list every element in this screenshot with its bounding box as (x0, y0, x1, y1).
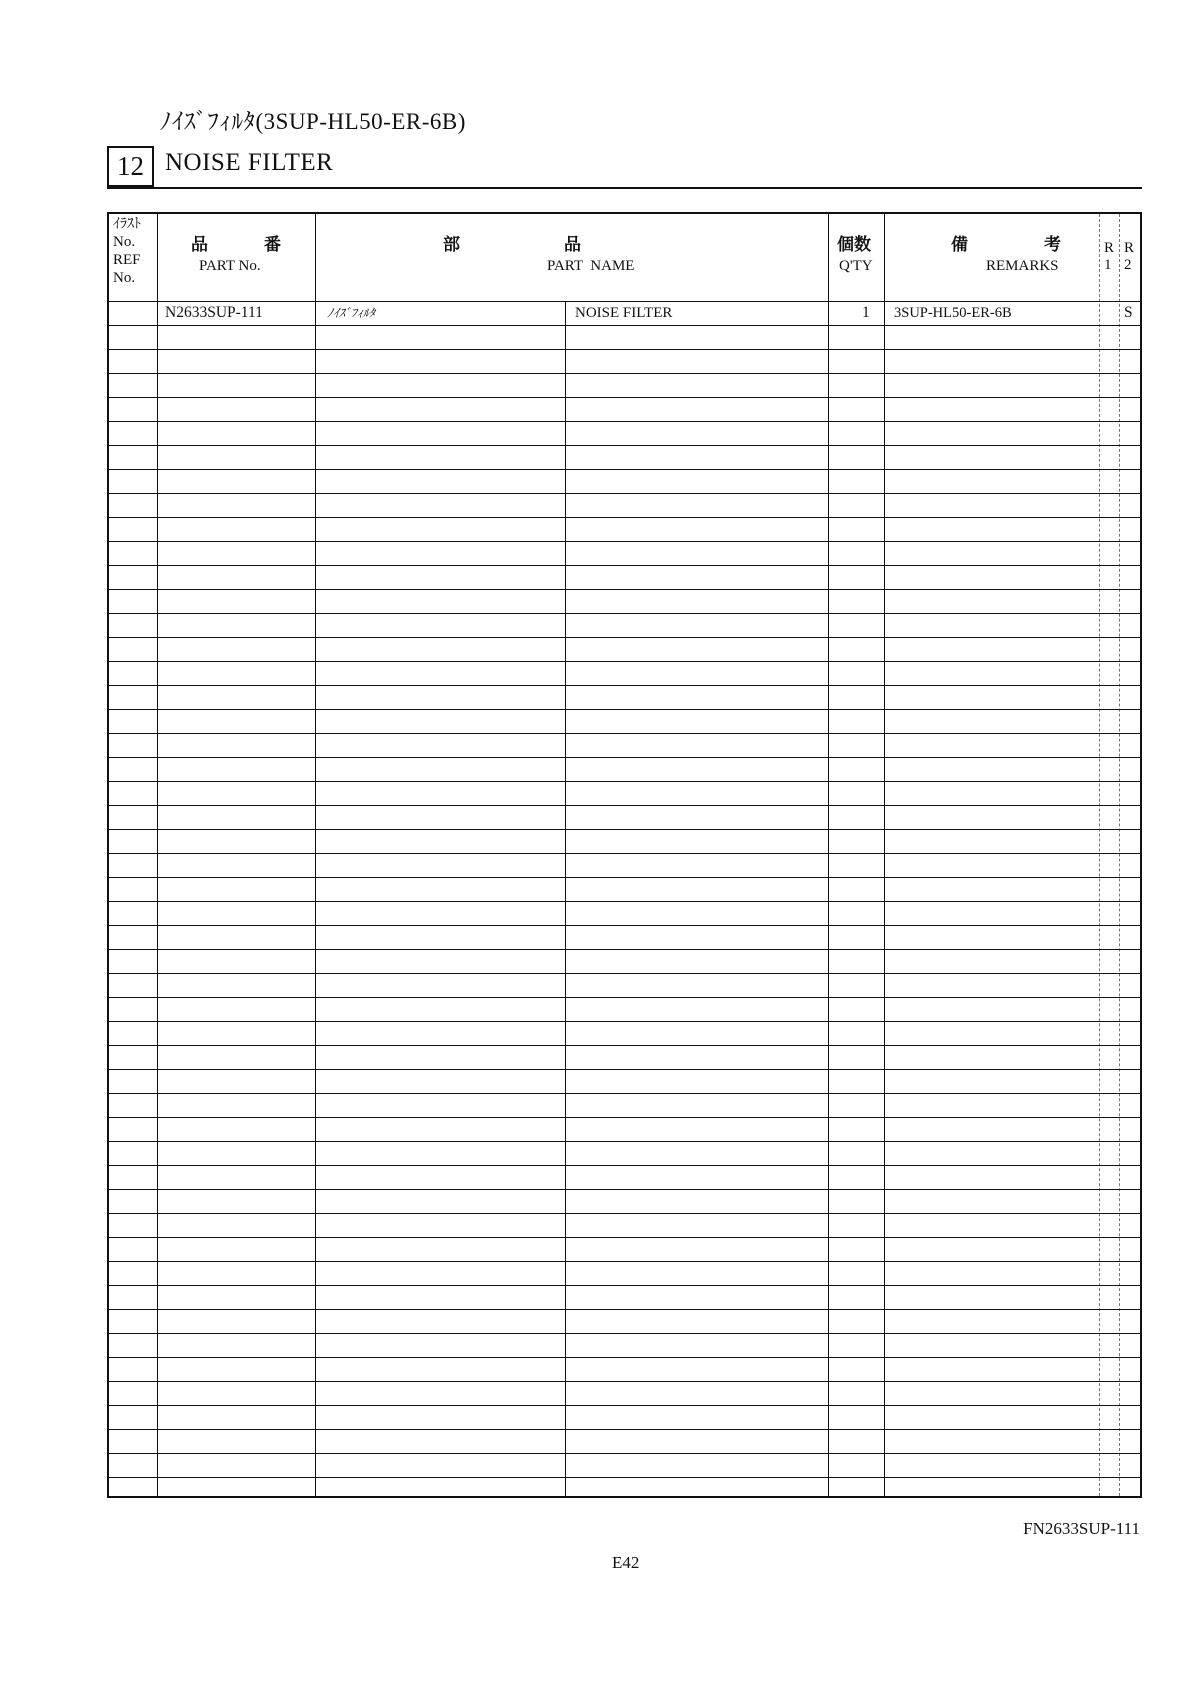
row-rule (109, 949, 1140, 950)
row-rule (109, 925, 1140, 926)
header-r2-bottom: 2 (1124, 257, 1132, 273)
header-partname-jp-1: 部 (443, 235, 460, 255)
row-rule (109, 373, 1140, 374)
col-line-remarks (884, 214, 885, 1496)
section-number-box: 12 (107, 146, 154, 187)
row-rule (109, 637, 1140, 638)
row-rule (109, 589, 1140, 590)
cell-remarks: 3SUP-HL50-ER-6B (894, 305, 1012, 321)
header-r1-top: R (1104, 240, 1115, 256)
footer-code: FN2633SUP-111 (1023, 1519, 1140, 1538)
header-remarks-jp-1: 備 (951, 235, 968, 255)
row-rule (109, 1405, 1140, 1406)
title-rule (107, 187, 1142, 189)
row-rule (109, 709, 1140, 710)
row-rule (109, 445, 1140, 446)
row-rule (109, 613, 1140, 614)
row-rule (109, 877, 1140, 878)
row-rule (109, 1453, 1140, 1454)
row-rule (109, 301, 1140, 302)
header-r1-bottom: 1 (1104, 257, 1112, 273)
table-row (109, 302, 1140, 325)
row-rule (109, 1189, 1140, 1190)
row-rule (109, 805, 1140, 806)
col-line-partno (315, 214, 316, 1496)
page-number: E42 (612, 1553, 640, 1572)
row-rule (109, 997, 1140, 998)
header-ref-en: REF (113, 252, 141, 268)
cell-name-jp: ﾉｲｽﾞﾌｨﾙﾀ (327, 306, 376, 320)
col-line-r2 (1119, 214, 1120, 1496)
cell-r2: S (1124, 304, 1133, 321)
subtitle: ﾉｲｽﾞﾌｨﾙﾀ(3SUP-HL50-ER-6B) (160, 109, 466, 134)
header-ref-no1: No. (113, 234, 136, 250)
row-rule (109, 685, 1140, 686)
row-rule (109, 853, 1140, 854)
row-rule (109, 1333, 1140, 1334)
cell-name-en: NOISE FILTER (575, 305, 673, 321)
row-rule (109, 1381, 1140, 1382)
row-rule (109, 1045, 1140, 1046)
header-partno-jp-2: 番 (264, 235, 281, 255)
row-rule (109, 733, 1140, 734)
header-remarks-en: REMARKS (986, 258, 1059, 274)
header-partname-jp-2: 品 (564, 235, 581, 255)
header-r2-top: R (1124, 240, 1135, 256)
row-rule (109, 517, 1140, 518)
header-partno-jp-1: 品 (191, 235, 208, 255)
header-partno-en: PART No. (199, 258, 261, 274)
row-rule (109, 757, 1140, 758)
row-rule (109, 1213, 1140, 1214)
header-qty-jp: 個数 (837, 235, 871, 255)
row-rule (109, 1093, 1140, 1094)
row-rule (109, 541, 1140, 542)
row-rule (109, 565, 1140, 566)
parts-table (107, 212, 1142, 1498)
row-rule (109, 493, 1140, 494)
col-line-qty (828, 214, 829, 1496)
col-line-ref (157, 214, 158, 1496)
row-rule (109, 1237, 1140, 1238)
row-rule (109, 661, 1140, 662)
header-ref-jp: ｲﾗｽﾄ (113, 216, 141, 232)
row-rule (109, 1117, 1140, 1118)
row-rule (109, 1357, 1140, 1358)
row-rule (109, 1285, 1140, 1286)
row-rule (109, 325, 1140, 326)
header-partname-en: PART NAME (547, 258, 635, 274)
col-line-namejp (565, 301, 566, 1496)
header-ref-no2: No. (113, 270, 136, 286)
header-qty-en: Q'TY (839, 258, 873, 274)
row-rule (109, 397, 1140, 398)
row-rule (109, 1309, 1140, 1310)
row-rule (109, 781, 1140, 782)
row-rule (109, 901, 1140, 902)
row-rule (109, 1069, 1140, 1070)
row-rule (109, 421, 1140, 422)
row-rule (109, 1021, 1140, 1022)
cell-part-no: N2633SUP-111 (165, 304, 263, 321)
row-rule (109, 469, 1140, 470)
row-rule (109, 349, 1140, 350)
col-line-r1 (1099, 214, 1100, 1496)
row-rule (109, 829, 1140, 830)
page-title: NOISE FILTER (165, 149, 334, 176)
row-rule (109, 1141, 1140, 1142)
row-rule (109, 973, 1140, 974)
row-rule (109, 1429, 1140, 1430)
row-rule (109, 1165, 1140, 1166)
header-remarks-jp-2: 考 (1044, 235, 1061, 255)
row-rule (109, 1261, 1140, 1262)
row-rule (109, 1477, 1140, 1478)
cell-qty: 1 (862, 304, 870, 321)
